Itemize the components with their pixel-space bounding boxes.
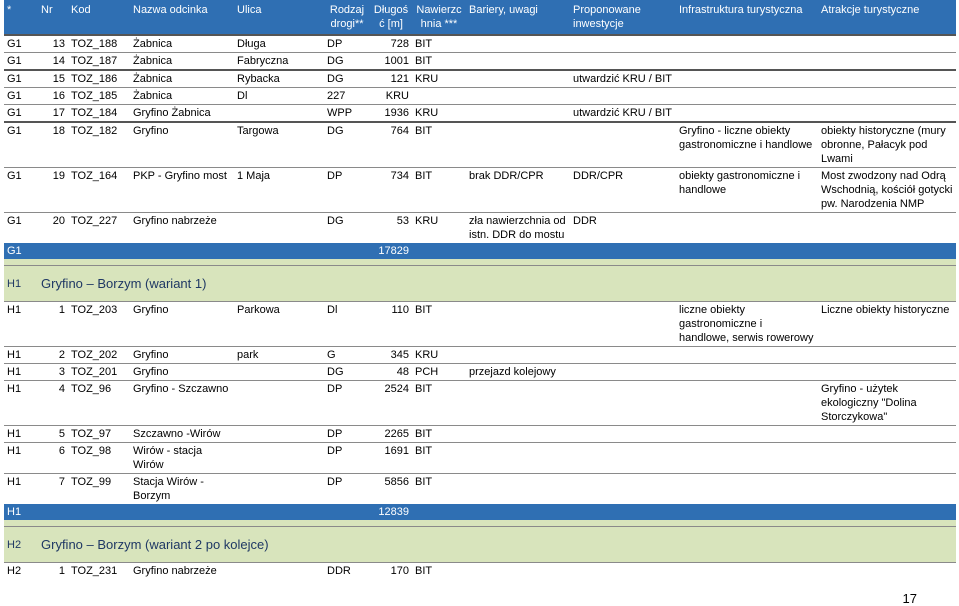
table-cell: Gryfino nabrzeże: [130, 563, 234, 580]
table-cell: DP: [324, 474, 370, 505]
table-cell: 734: [370, 168, 412, 213]
column-header: Nr: [38, 0, 68, 35]
table-cell: DP: [324, 381, 370, 426]
table-cell: H1: [4, 381, 38, 426]
table-cell: [234, 213, 324, 244]
column-header: Proponowane inwestycje: [570, 0, 676, 35]
table-cell: 728: [370, 35, 412, 53]
table-cell: [570, 364, 676, 381]
section-tag: H1: [4, 266, 38, 302]
table-cell: TOZ_184: [68, 105, 130, 123]
table-cell: TOZ_202: [68, 347, 130, 364]
table-cell: 48: [370, 364, 412, 381]
table-cell: 5856: [370, 474, 412, 505]
table-cell: TOZ_164: [68, 168, 130, 213]
table-cell: Gryfino: [130, 122, 234, 168]
table-cell: 2265: [370, 426, 412, 443]
total-row: [4, 243, 956, 259]
table-cell: WPP: [324, 105, 370, 123]
table-cell: Wirów - stacja Wirów: [130, 443, 234, 474]
table-row: [4, 563, 956, 580]
table-cell: 121: [370, 70, 412, 88]
table-cell: zła nawierzchnia od istn. DDR do mostu: [466, 213, 570, 244]
table-cell: [570, 474, 676, 505]
table-cell: TOZ_188: [68, 35, 130, 53]
table-cell: [466, 443, 570, 474]
table-cell: 18: [38, 122, 68, 168]
table-cell: [818, 53, 956, 71]
table-cell: [676, 70, 818, 88]
table-cell: 17: [38, 105, 68, 123]
table-cell: 53: [370, 213, 412, 244]
table-cell: BIT: [412, 53, 466, 71]
table-row: [4, 381, 956, 426]
table-cell: [466, 88, 570, 105]
table-cell: [466, 105, 570, 123]
table-cell: G1: [4, 53, 38, 71]
table-cell: [676, 443, 818, 474]
table-cell: G1: [4, 35, 38, 53]
table-cell: 20: [38, 213, 68, 244]
table-cell: Parkowa: [234, 302, 324, 347]
table-cell: [570, 302, 676, 347]
total-value: 12839: [370, 504, 412, 520]
table-cell: H1: [4, 443, 38, 474]
table-cell: [570, 426, 676, 443]
section-title: Gryfino – Borzym (wariant 2 po kolejce): [38, 527, 956, 563]
table-row: [4, 105, 956, 123]
column-header: Infrastruktura turystyczna: [676, 0, 818, 35]
total-value: 17829: [370, 243, 412, 259]
table-cell: Liczne obiekty historyczne: [818, 302, 956, 347]
table-cell: [234, 364, 324, 381]
table-row: [4, 347, 956, 364]
table-cell: DDR: [570, 213, 676, 244]
table-cell: 2: [38, 347, 68, 364]
table-cell: TOZ_185: [68, 88, 130, 105]
table-cell: G1: [4, 105, 38, 123]
table-cell: [466, 35, 570, 53]
table-row: [4, 88, 956, 105]
table-cell: TOZ_227: [68, 213, 130, 244]
table-cell: 16: [38, 88, 68, 105]
table-cell: TOZ_97: [68, 426, 130, 443]
table-cell: BIT: [412, 426, 466, 443]
table-cell: KRU: [412, 70, 466, 88]
table-cell: DG: [324, 213, 370, 244]
table-cell: DG: [324, 53, 370, 71]
table-cell: [818, 88, 956, 105]
table-row: [4, 474, 956, 505]
table-cell: G: [324, 347, 370, 364]
section-tag: H2: [4, 527, 38, 563]
table-row: [4, 443, 956, 474]
table-cell: [412, 88, 466, 105]
table-cell: TOZ_201: [68, 364, 130, 381]
table-cell: Gryfino Żabnica: [130, 105, 234, 123]
table-cell: [818, 364, 956, 381]
table-cell: Długa: [234, 35, 324, 53]
table-cell: H1: [4, 474, 38, 505]
table-cell: [466, 347, 570, 364]
table-cell: [676, 474, 818, 505]
table-cell: BIT: [412, 563, 466, 580]
table-row: [4, 302, 956, 347]
table-cell: [234, 426, 324, 443]
table-cell: [466, 381, 570, 426]
table-cell: TOZ_186: [68, 70, 130, 88]
table-cell: [234, 381, 324, 426]
column-header: Atrakcje turystyczne: [818, 0, 956, 35]
table-cell: DP: [324, 35, 370, 53]
table-cell: [570, 443, 676, 474]
table-cell: 1001: [370, 53, 412, 71]
table-cell: 1691: [370, 443, 412, 474]
table-cell: Dl: [324, 302, 370, 347]
table-row: [4, 168, 956, 213]
table-cell: 7: [38, 474, 68, 505]
table-cell: Dl: [234, 88, 324, 105]
total-label: G1: [4, 243, 370, 259]
table-cell: [676, 381, 818, 426]
table-cell: Gryfino: [130, 364, 234, 381]
table-cell: [676, 563, 818, 580]
table-cell: [466, 302, 570, 347]
table-cell: Gryfino - liczne obiekty gastronomiczne i handlowe: [676, 122, 818, 168]
table-cell: PKP - Gryfino most: [130, 168, 234, 213]
table-cell: Szczawno -Wirów: [130, 426, 234, 443]
table-cell: obiekty gastronomiczne i handlowe: [676, 168, 818, 213]
table-cell: [570, 381, 676, 426]
table-cell: Gryfino - użytek ekologiczny "Dolina Storczykowa": [818, 381, 956, 426]
table-cell: [676, 105, 818, 123]
header-row: [4, 0, 956, 35]
table-cell: H1: [4, 426, 38, 443]
table-cell: [466, 426, 570, 443]
table-cell: H2: [4, 563, 38, 580]
table-cell: TOZ_182: [68, 122, 130, 168]
table-cell: [466, 53, 570, 71]
table-cell: DG: [324, 364, 370, 381]
table-cell: obiekty historyczne (mury obronne, Pałacyk pod Lwami: [818, 122, 956, 168]
table-cell: TOZ_231: [68, 563, 130, 580]
table-cell: [818, 105, 956, 123]
table-cell: [234, 443, 324, 474]
column-header: Ulica: [234, 0, 324, 35]
table-cell: [466, 122, 570, 168]
column-header: Nawierzchnia ***: [412, 0, 466, 35]
table-cell: 1: [38, 302, 68, 347]
table-row: [4, 70, 956, 88]
table-cell: BIT: [412, 302, 466, 347]
total-filler: [412, 504, 956, 520]
table-cell: [466, 474, 570, 505]
table-cell: BIT: [412, 35, 466, 53]
table-cell: utwardzić KRU / BIT: [570, 70, 676, 88]
table-cell: [818, 443, 956, 474]
table-cell: TOZ_99: [68, 474, 130, 505]
table-cell: KRU: [370, 88, 412, 105]
column-header: Długość [m]: [370, 0, 412, 35]
table-cell: [818, 426, 956, 443]
table-cell: [570, 53, 676, 71]
table-cell: G1: [4, 70, 38, 88]
total-row: [4, 504, 956, 520]
table-cell: 3: [38, 364, 68, 381]
table-cell: TOZ_96: [68, 381, 130, 426]
total-filler: [412, 243, 956, 259]
table-cell: 764: [370, 122, 412, 168]
table-cell: Gryfino - Szczawno: [130, 381, 234, 426]
table-cell: 227: [324, 88, 370, 105]
table-cell: DG: [324, 122, 370, 168]
table-cell: G1: [4, 168, 38, 213]
table-cell: [234, 563, 324, 580]
page-number: 17: [902, 591, 917, 606]
table-cell: [234, 474, 324, 505]
table-cell: Żabnica: [130, 53, 234, 71]
table-row: [4, 426, 956, 443]
table-cell: BIT: [412, 381, 466, 426]
table-cell: [676, 35, 818, 53]
table-cell: BIT: [412, 122, 466, 168]
table-cell: DP: [324, 168, 370, 213]
table-cell: PCH: [412, 364, 466, 381]
table-cell: [570, 88, 676, 105]
section-title: Gryfino – Borzym (wariant 1): [38, 266, 956, 302]
table-cell: DP: [324, 426, 370, 443]
table-cell: [466, 70, 570, 88]
table-cell: KRU: [412, 347, 466, 364]
table-cell: BIT: [412, 474, 466, 505]
table-cell: 170: [370, 563, 412, 580]
table-cell: [676, 347, 818, 364]
table-cell: DDR/CPR: [570, 168, 676, 213]
table-cell: 2524: [370, 381, 412, 426]
column-header: Nazwa odcinka: [130, 0, 234, 35]
table-cell: [676, 364, 818, 381]
table-cell: BIT: [412, 443, 466, 474]
table-cell: H1: [4, 364, 38, 381]
table-cell: G1: [4, 213, 38, 244]
table-row: [4, 364, 956, 381]
table-cell: BIT: [412, 168, 466, 213]
column-header: Rodzaj drogi**: [324, 0, 370, 35]
table-cell: 110: [370, 302, 412, 347]
table-cell: [466, 563, 570, 580]
table-cell: [676, 426, 818, 443]
table-cell: 14: [38, 53, 68, 71]
table-cell: brak DDR/CPR: [466, 168, 570, 213]
table-cell: TOZ_98: [68, 443, 130, 474]
table-row: [4, 53, 956, 71]
table-cell: Gryfino nabrzeże: [130, 213, 234, 244]
table-cell: [818, 474, 956, 505]
table-cell: [818, 563, 956, 580]
table-cell: utwardzić KRU / BIT: [570, 105, 676, 123]
table-cell: Targowa: [234, 122, 324, 168]
table-cell: 1: [38, 563, 68, 580]
table-cell: 13: [38, 35, 68, 53]
table-cell: DG: [324, 70, 370, 88]
table-cell: Żabnica: [130, 88, 234, 105]
table-cell: Stacja Wirów - Borzym: [130, 474, 234, 505]
section-header: [4, 527, 956, 563]
table-cell: [570, 563, 676, 580]
table-cell: [234, 105, 324, 123]
table-cell: [676, 88, 818, 105]
table-cell: 345: [370, 347, 412, 364]
table-cell: [570, 347, 676, 364]
table-cell: DDR: [324, 563, 370, 580]
table-cell: [676, 53, 818, 71]
table-cell: Żabnica: [130, 70, 234, 88]
column-header: Kod: [68, 0, 130, 35]
table-cell: liczne obiekty gastronomiczne i handlowe, serwis rowerowy: [676, 302, 818, 347]
table-cell: Gryfino: [130, 302, 234, 347]
table-cell: H1: [4, 302, 38, 347]
table-cell: 19: [38, 168, 68, 213]
table-cell: G1: [4, 88, 38, 105]
total-label: H1: [4, 504, 370, 520]
table-row: [4, 122, 956, 168]
table-cell: Żabnica: [130, 35, 234, 53]
table-cell: TOZ_203: [68, 302, 130, 347]
table-cell: Rybacka: [234, 70, 324, 88]
table-cell: DP: [324, 443, 370, 474]
table-cell: KRU: [412, 105, 466, 123]
table-cell: 1 Maja: [234, 168, 324, 213]
table-cell: G1: [4, 122, 38, 168]
table-cell: przejazd kolejowy: [466, 364, 570, 381]
table-cell: KRU: [412, 213, 466, 244]
routes-table: [4, 0, 956, 579]
table-cell: Fabryczna: [234, 53, 324, 71]
table-cell: 4: [38, 381, 68, 426]
table-cell: park: [234, 347, 324, 364]
table-cell: [570, 122, 676, 168]
column-header: Bariery, uwagi: [466, 0, 570, 35]
column-header: *: [4, 0, 38, 35]
table-cell: Most zwodzony nad Odrą Wschodnią, kościół gotycki pw. Narodzenia NMP: [818, 168, 956, 213]
section-header: [4, 266, 956, 302]
table-cell: Gryfino: [130, 347, 234, 364]
table-cell: 1936: [370, 105, 412, 123]
table-cell: [818, 70, 956, 88]
table-cell: [818, 213, 956, 244]
table-cell: 15: [38, 70, 68, 88]
table-cell: 6: [38, 443, 68, 474]
table-row: [4, 213, 956, 244]
table-cell: [676, 213, 818, 244]
table-cell: [818, 347, 956, 364]
table-cell: TOZ_187: [68, 53, 130, 71]
table-row: [4, 35, 956, 53]
table-cell: 5: [38, 426, 68, 443]
table-cell: [570, 35, 676, 53]
table-cell: [818, 35, 956, 53]
table-cell: H1: [4, 347, 38, 364]
